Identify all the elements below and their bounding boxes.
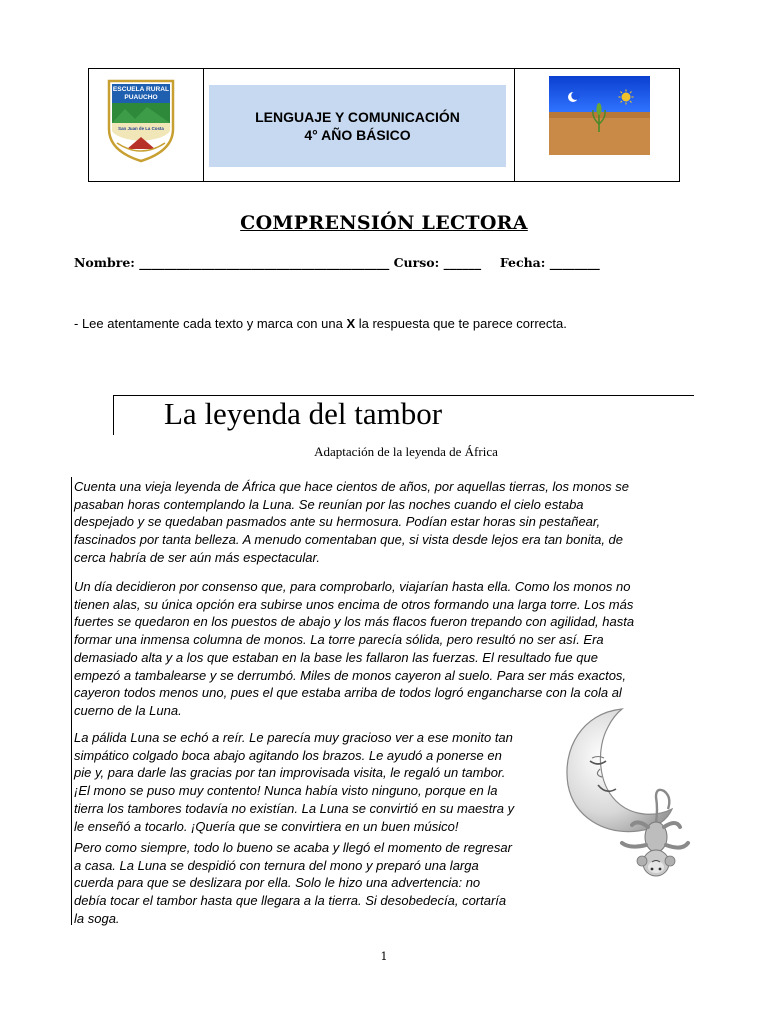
story-frame-rule [113,395,114,435]
nombre-blank[interactable]: ________________________________________ [139,255,390,270]
text-line: simpático colgado boca abajo agitando los brazos. Le ayudó a ponerse en [74,747,502,763]
text-line: cuerda para que se deslizara por ella. Solo le hizo una advertencia: no [74,875,481,891]
fecha-label: Fecha: [499,255,546,270]
text-line: cayeron todos menos uno, pues el que estaba arriba de todos logró engancharse con la cola al [74,685,622,701]
text-line: La pálida Luna se echó a reír. Le parecía muy gracioso ver a ese monito tan [74,730,513,745]
curso-blank[interactable]: ______ [443,255,482,270]
header-divider [514,69,515,181]
text-line: fascinados por tanta belleza. A menudo comentaban que, si vista desde lejos era tan bonita, de [74,532,624,548]
text-line: cerca habría de ser aún más espectacular. [74,549,320,565]
text-line: Cuenta una vieja leyenda de África que hace cientos de años, por aquellas tierras, los monos se [74,479,630,494]
text-line: fuertes se quedaron en los puestos de abajo y los más flacos fueron trepando con agilidad, hasta [74,614,635,630]
text-line: demasiado alta y a los que estaban en la base les fallaron las fuerzas. El resultado fue que [74,649,598,665]
text-line: le enseñó a tocarlo. ¡Quería que se convirtiera en un buen músico! [74,818,459,834]
text-margin-rule [71,477,72,925]
instruction-after: la respuesta que te parece correcta. [355,316,567,331]
text-line: pasaban horas contemplando la Luna. Se reunían por las noches cuando el cielo estaba [74,496,584,512]
grade-label: 4° AÑO BÁSICO [304,127,411,143]
story-title: La leyenda del tambor [164,396,443,431]
instruction-text [74,316,567,331]
fecha-blank[interactable]: ________ [549,255,600,270]
text-line: empezó a tambalearse y se derrumbó. Miles de monos cayeron al suelo. Para ser más exactos, [74,667,627,683]
curso-label: Curso: [393,255,440,270]
student-info-line [74,255,696,270]
story-paragraph [74,578,634,720]
text-line: cuerno de la Luna. [74,702,182,718]
subject-panel [209,85,506,167]
text-line: pie y, para darle las gracias por tan improvisada visita, le regaló un tambor. [74,765,506,781]
text-line: tierra los tambores todavía no existían. La Luna se convirtió en su maestra y [74,800,515,816]
page-title: COMPRENSIÓN LECTORA [240,212,528,234]
header-divider [203,69,204,181]
moon-monkey-illustration [560,705,700,885]
text-line: despejado y se quedaban pasmados ante su hermosura. Podían estar horas sin pestañear, [74,514,601,530]
story-paragraph [74,478,629,567]
instruction-before: - Lee atentamente cada texto y marca con una [74,316,347,331]
header-box [88,68,680,182]
story-paragraph [74,729,514,835]
nombre-label: Nombre: [74,255,135,270]
school-name-line1: ESCUELA RURAL [112,86,170,93]
school-name-line2: PUAUCHO [124,94,158,101]
page-number: 1 [380,950,388,963]
text-line: la soga. [74,910,120,926]
story-subtitle: Adaptación de la leyenda de África [314,444,498,459]
text-line: formar una inmensa columna de monos. La torre parecía sólida, pero resultó no ser así. Era [74,632,604,648]
text-line: a casa. La Luna se despidió con ternura del mono y preparó una larga [74,857,479,873]
school-logo [105,79,177,163]
text-line: ¡El mono se puso muy contento! Nunca había visto ninguno, porque en la [74,783,498,799]
story-paragraph [74,839,512,928]
school-logo-caption: San Juan de La Costa [118,126,164,131]
text-line: Pero como siempre, todo lo bueno se acaba y llegó el momento de regresar [74,840,512,855]
subject-title: LENGUAJE Y COMUNICACIÓN [255,109,460,125]
text-line: Un día decidieron por consenso que, para comprobarlo, viajarían hasta ella. Como los monos no [74,579,631,594]
night-field-icon [549,76,650,155]
text-line: debía tocar el tambor hasta que llegara a la tierra. Si desobedecía, cortaría [74,893,507,909]
text-line: tienen alas, su única opción era subirse unos encima de otros formando una larga torre. Los más [74,596,634,612]
instruction-mark: X [346,316,356,331]
